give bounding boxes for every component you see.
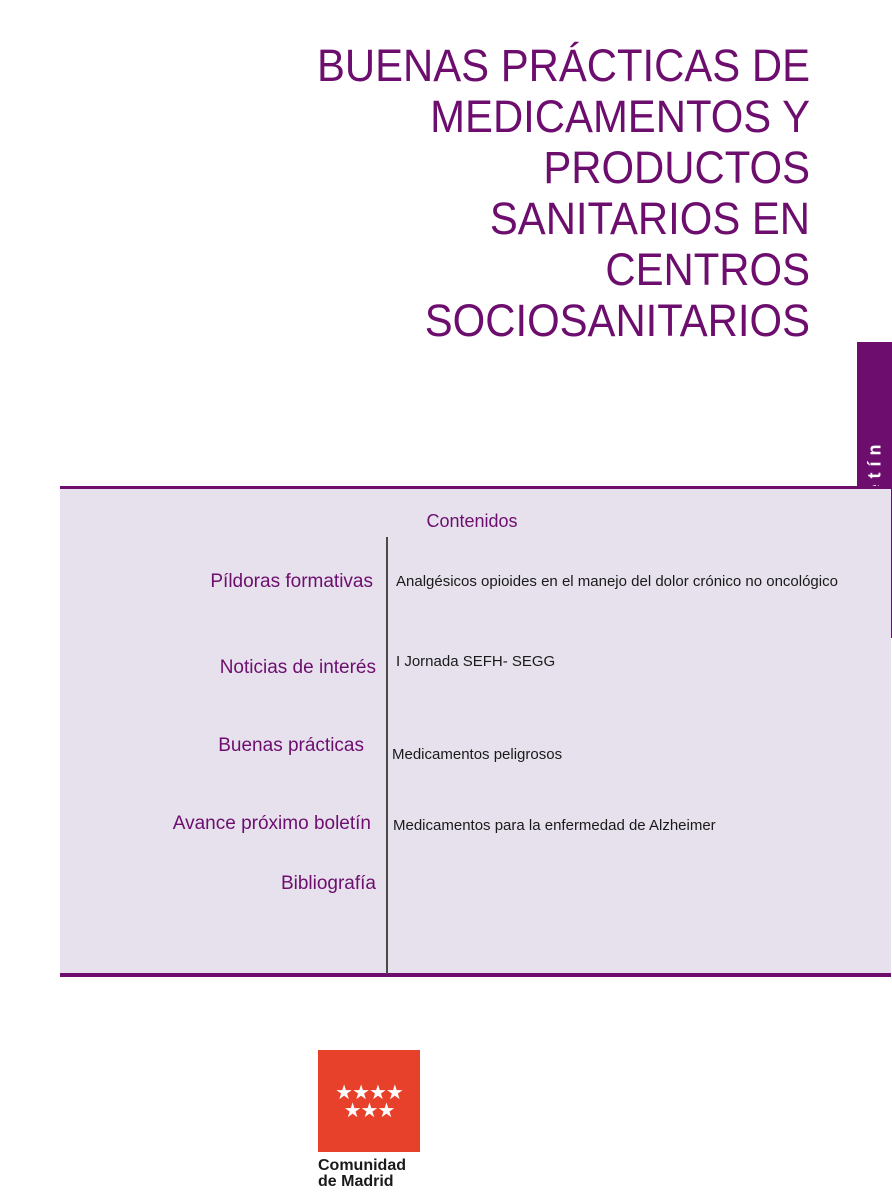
title-line: PRODUCTOS bbox=[543, 142, 810, 193]
logo-red-square bbox=[318, 1050, 420, 1152]
section-pildoras-formativas: Píldoras formativas bbox=[210, 571, 373, 592]
section-buenas-practicas: Buenas prácticas bbox=[218, 735, 364, 756]
logo-text-line2: de Madrid bbox=[318, 1173, 394, 1190]
title-line: MEDICAMENTOS Y bbox=[430, 91, 810, 142]
title-line: SOCIOSANITARIOS bbox=[424, 295, 810, 346]
logo-stars-icon: ★★★ bbox=[343, 1100, 395, 1122]
title-line: SANITARIOS EN bbox=[489, 193, 810, 244]
contents-heading: Contenidos bbox=[426, 511, 518, 531]
document-title bbox=[252, 40, 810, 346]
section-noticias-de-interes: Noticias de interés bbox=[219, 657, 376, 678]
contents-panel bbox=[60, 486, 891, 977]
item-medicamentos-alzheimer: Medicamentos para la enfermedad de Alzheimer bbox=[393, 817, 716, 834]
section-bibliografia: Bibliografía bbox=[280, 873, 376, 894]
title-line: CENTROS bbox=[605, 244, 810, 295]
item-medicamentos-peligrosos: Medicamentos peligrosos bbox=[392, 746, 563, 763]
item-jornada-sefh-segg: I Jornada SEFH- SEGG bbox=[396, 653, 556, 670]
item-analgesicos-opioides: Analgésicos opioides en el manejo del dolor crónico no oncológico bbox=[396, 573, 838, 590]
logo-text-line1: Comunidad bbox=[318, 1157, 406, 1174]
logo-text bbox=[318, 1158, 420, 1190]
title-line: BUENAS PRÁCTICAS DE bbox=[316, 40, 810, 91]
comunidad-de-madrid-logo bbox=[318, 1050, 420, 1190]
section-avance-proximo-boletin: Avance próximo boletín bbox=[172, 813, 371, 834]
logo-stars-icon: ★★★★ bbox=[335, 1082, 403, 1104]
vertical-divider bbox=[386, 537, 388, 974]
